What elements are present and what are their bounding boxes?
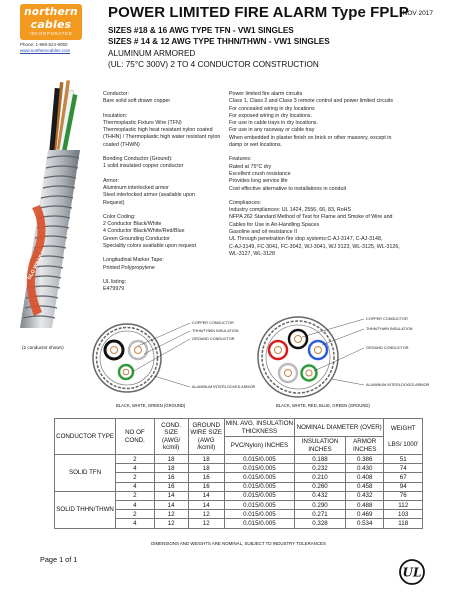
table-cell: 18 [154, 455, 188, 464]
spec-line: Class 1, Class 2 and Class 3 remote control and power limited circuits [229, 98, 393, 105]
col-header-weight: WEIGHT [390, 425, 416, 432]
col-header-diam-armor-unit: INCHES [353, 445, 377, 453]
blue-conductor [309, 341, 327, 359]
col-header-ground-size: GROUND WIRE SIZE (AWG /kcmil) [188, 419, 224, 455]
copper-core [315, 347, 322, 354]
spec-line: Cables for Use in Air-Handling Spaces [229, 221, 320, 228]
spec-heading: Longitudinal Marker Tape: [103, 257, 164, 264]
spec-armor [103, 178, 228, 207]
spec-heading: Bonding Conductor (Ground): [103, 156, 173, 163]
ul-logo-text: UL [402, 565, 422, 580]
table-cell: 0.015/0.005 [224, 491, 294, 500]
spec-line: Excellent crush resistance [229, 170, 291, 177]
table-row [55, 455, 423, 464]
white-conductor [279, 364, 297, 382]
table-cell: 12 [154, 519, 188, 528]
table-cell: 118 [384, 519, 423, 528]
table-cell: 76 [384, 491, 423, 500]
spec-heading: Conductor: [103, 91, 129, 97]
table-cell: 94 [384, 482, 423, 491]
spec-marker-tape [103, 257, 228, 272]
spec-line: Speciality colors available upon request [103, 243, 197, 250]
table-cell: 0.432 [345, 491, 383, 500]
spec-line: For use in cable trays in dry locations. [229, 120, 318, 127]
table-cell: 14 [188, 491, 224, 500]
document-date: NOV 2017 [402, 10, 433, 17]
table-cell: 0.015/0.005 [224, 510, 294, 519]
table-cell: 103 [384, 510, 423, 519]
subtitle-block [108, 25, 408, 70]
spec-insulation [103, 113, 228, 149]
spec-line: For exposed wiring in dry locations. [229, 112, 313, 119]
logo-text-incorporated: INCORPORATED [29, 31, 73, 36]
copper-core [285, 370, 292, 377]
table-cell: 12 [188, 519, 224, 528]
spec-heading: Color Coding: [103, 213, 136, 220]
green-ground-conductor [119, 365, 133, 379]
spec-line: For concealed wiring in dry locations [229, 105, 315, 112]
subtitle-line-1: SIZES #18 & 16 AWG TYPE TFN - VW1 SINGLES [108, 26, 294, 35]
copper-core [123, 369, 129, 375]
label-armor: ALUMINUM INTERLOCKED ARMOR [366, 383, 430, 387]
spec-line: Printed Polypropylene [103, 264, 155, 271]
table-cell: 112 [384, 500, 423, 509]
spec-line: For use in any raceway or cable tray [229, 127, 315, 134]
table-cell: 0.328 [295, 519, 346, 528]
copper-core [306, 370, 312, 376]
logo-text-northern: northern [24, 6, 78, 18]
spec-line: Thermoplastic high heat resistant nylon coated [103, 127, 213, 134]
table-cell: 0.488 [345, 500, 383, 509]
spec-line: UL Through penetration fire stop systems:C-AJ-3147, C-AJ-3148, [229, 236, 383, 243]
group-label: SOLID TFN [55, 455, 116, 492]
document-title: POWER LIMITED FIRE ALARM Type FPLP [108, 4, 409, 21]
col-header-diam-armor: ARMOR [353, 438, 377, 445]
table-cell: 14 [154, 491, 188, 500]
spec-line: 2 Conductor Black/White [103, 221, 162, 228]
spec-heading: Insulation: [103, 112, 128, 119]
spec-line: 4 Conductor Black/White/Red/Blue [103, 228, 185, 235]
spec-heading: UL listing: [103, 278, 127, 285]
table-cell: 16 [154, 473, 188, 482]
table-cell: 0.386 [345, 455, 383, 464]
cross-section-2-conductor [72, 314, 256, 396]
conductor-wires [49, 80, 77, 152]
table-cell: 2 [116, 491, 154, 500]
subtitle-line-2: SIZES # 14 & 12 AWG TYPE THHN/THWN - VW1 SINGLES [108, 37, 330, 47]
subtitle-line-4: (UL: 75°C 300V) 2 TO 4 CONDUCTOR CONSTRUCTION [108, 59, 319, 69]
col-header-diam-insulation-group [295, 437, 346, 455]
spec-line: WL-3127, WL-3128 [229, 250, 275, 257]
green-ground-conductor [302, 366, 317, 381]
spec-features [229, 156, 439, 192]
specification-table [54, 418, 423, 529]
col-header-weight-group [384, 419, 423, 455]
col-header-diam-insulation-unit: INCHES [308, 445, 332, 453]
table-cell: 0.015/0.005 [224, 473, 294, 482]
table-row [55, 491, 423, 500]
table-cell: 18 [188, 464, 224, 473]
spec-heading: Features: [229, 156, 252, 163]
black-conductor [289, 330, 307, 348]
spec-line: Rated at 75°C dry [229, 163, 272, 170]
col-header-cond-size: COND. SIZE (AWG/ kcmil) [154, 419, 188, 455]
label-ground-conductor: GROUND CONDUCTOR [192, 337, 235, 341]
interlocked-armor [20, 150, 80, 328]
label-copper-conductor: COPPER CONDUCTOR [366, 317, 408, 321]
spec-line: Provides long service life [229, 178, 288, 185]
table-footnote: DIMENSIONS AND WEIGHTS ARE NOMINAL, SUBJECT TO INDUSTRY TOLERANCES [151, 541, 326, 546]
two-conductor-note: (2 conductor shown) [22, 345, 64, 350]
marker-tape-text: GLO WRAP ™ [26, 248, 48, 281]
subtitle-line-3: ALUMINUM ARMORED [108, 48, 196, 58]
spec-line: Steel interlocked armor (available upon [103, 192, 195, 199]
table-cell: 16 [188, 473, 224, 482]
col-header-insul-unit: PVC/Nylon) INCHES [224, 437, 294, 455]
spec-heading: Armor: [103, 177, 119, 184]
col-header-weight-unit: LBS/ 1000' [388, 440, 419, 448]
page-number: Page 1 of 1 [40, 555, 78, 564]
group-label: SOLID THHN/THWN [55, 491, 116, 528]
spec-conductor [103, 91, 228, 106]
table-cell: 0.469 [345, 510, 383, 519]
label-copper-conductor: COPPER CONDUCTOR [192, 321, 234, 325]
spec-line: Bare solid soft drawn copper [103, 98, 171, 105]
white-conductor [129, 341, 147, 359]
spec-line: (THHN) / Thermoplastic high water resistant nylon [103, 134, 221, 141]
spec-line: Gasoline and oil resistance II [229, 229, 298, 236]
spec-line: damp or wet locations. [229, 142, 282, 149]
copper-core [275, 347, 282, 354]
table-cell: 74 [384, 464, 423, 473]
spec-heading: Compliances: [229, 199, 262, 206]
spec-line: Aluminum interlocked armor [103, 184, 169, 191]
copper-core [295, 336, 302, 343]
table-cell: 0.232 [295, 464, 346, 473]
table-cell: 0.015/0.005 [224, 519, 294, 528]
table-cell: 14 [154, 500, 188, 509]
caption-4-conductor: BLACK, WHITE, RED, BLUE, GREEN (GROUND) [276, 403, 370, 408]
logo-text-cables: cables [30, 18, 72, 31]
armored-cable-illustration [0, 80, 100, 330]
table-cell: 67 [384, 473, 423, 482]
table-cell: 2 [116, 473, 154, 482]
table-cell: 0.188 [295, 455, 346, 464]
spec-color-coding [103, 214, 228, 250]
table-cell: 0.290 [295, 500, 346, 509]
table-cell: 0.015/0.005 [224, 482, 294, 491]
col-header-insulation-thickness: MIN. AVG. INSULATION THICKNESS [225, 420, 293, 435]
spec-line: When embedded in plaster finish on brick or other masonry, except in [229, 134, 392, 141]
table-cell: 0.458 [345, 482, 383, 491]
red-conductor [269, 341, 287, 359]
table-cell: 18 [188, 455, 224, 464]
table-cell: 0.271 [295, 510, 346, 519]
table-header-row [55, 419, 423, 437]
spec-line: 1 solid insulated copper conductor [103, 163, 184, 170]
spec-line: Request) [103, 199, 125, 206]
table-cell: 2 [116, 455, 154, 464]
phone-number: Phone: 1-866-524-9050 [20, 42, 68, 47]
spec-line: NFPA 262 Standard Method of Test for Flame and Smoke of Wire and [229, 214, 393, 221]
table-cell: 16 [154, 482, 188, 491]
table-cell: 0.210 [295, 473, 346, 482]
table-cell: 18 [154, 464, 188, 473]
caption-2-conductor: BLACK, WHITE, GREEN (GROUND) [116, 403, 186, 408]
table-cell: 12 [188, 510, 224, 519]
table-cell: 0.534 [345, 519, 383, 528]
table-cell: 12 [154, 510, 188, 519]
table-cell: 0.015/0.005 [224, 464, 294, 473]
label-insulation: THHN/THWN INSULATION [192, 329, 239, 333]
black-conductor [105, 341, 123, 359]
ul-listed-logo [399, 559, 425, 585]
col-header-conductor-type: CONDUCTOR TYPE [55, 419, 116, 455]
table-body [55, 455, 423, 529]
spec-line: C-AJ-3149, FC-3041, FC-3042, WJ-3041, WJ 3123, WL-3125, WL-3126, [229, 243, 400, 250]
table-cell: 2 [116, 510, 154, 519]
label-ground-conductor: GROUND CONDUCTOR [366, 346, 409, 350]
col-header-no-of-cond: NO OF COND. [116, 419, 154, 455]
table-cell: 14 [188, 500, 224, 509]
label-insulation: THHN/THWN INSULATION [366, 327, 413, 331]
spec-bonding-conductor [103, 156, 228, 171]
table-cell: 0.015/0.005 [224, 455, 294, 464]
table-cell: 0.408 [345, 473, 383, 482]
spec-ul-listing [103, 279, 228, 294]
spec-line: E479979 [103, 286, 125, 293]
website-link[interactable]: www.northerncables.com [20, 48, 71, 53]
specs-left-column [103, 91, 228, 301]
col-header-diam-insulation: INSULATION [301, 438, 339, 445]
table-cell: 0.430 [345, 464, 383, 473]
spec-applications [229, 91, 439, 149]
col-header-nominal-diameter: NOMINAL DIAMETER (OVER) [295, 419, 384, 437]
spec-line: Industry compliances: UL 1424, 2556, 66, 83, RoHS [229, 207, 351, 214]
table-cell: 4 [116, 519, 154, 528]
table-cell: 16 [188, 482, 224, 491]
table-cell: 51 [384, 455, 423, 464]
cross-section-4-conductor [236, 305, 446, 400]
label-armor: ALUMINUM INTERLOCKED ARMOR [192, 385, 256, 389]
table-cell: 0.432 [295, 491, 346, 500]
table-cell: 4 [116, 482, 154, 491]
company-logo [20, 4, 82, 40]
col-header-diam-armor-group [345, 437, 383, 455]
spec-line: Thermoplastic Fixture Wire (TFN) [103, 119, 182, 126]
copper-core [135, 347, 142, 354]
specs-right-column [229, 91, 439, 265]
table-cell: 0.015/0.005 [224, 500, 294, 509]
spec-line: Green Grounding Conductor [103, 235, 170, 242]
spec-line: coated (THWN) [103, 141, 140, 148]
table-cell: 4 [116, 464, 154, 473]
copper-core [111, 347, 118, 354]
table-cell: 0.260 [295, 482, 346, 491]
table-cell: 4 [116, 500, 154, 509]
spec-line: Power limited fire alarm circuits [229, 91, 303, 97]
spec-line: Cost effective alternative to installations in conduit [229, 185, 347, 192]
armor-rings [93, 324, 161, 392]
spec-compliances [229, 200, 439, 258]
contact-block [20, 42, 90, 54]
